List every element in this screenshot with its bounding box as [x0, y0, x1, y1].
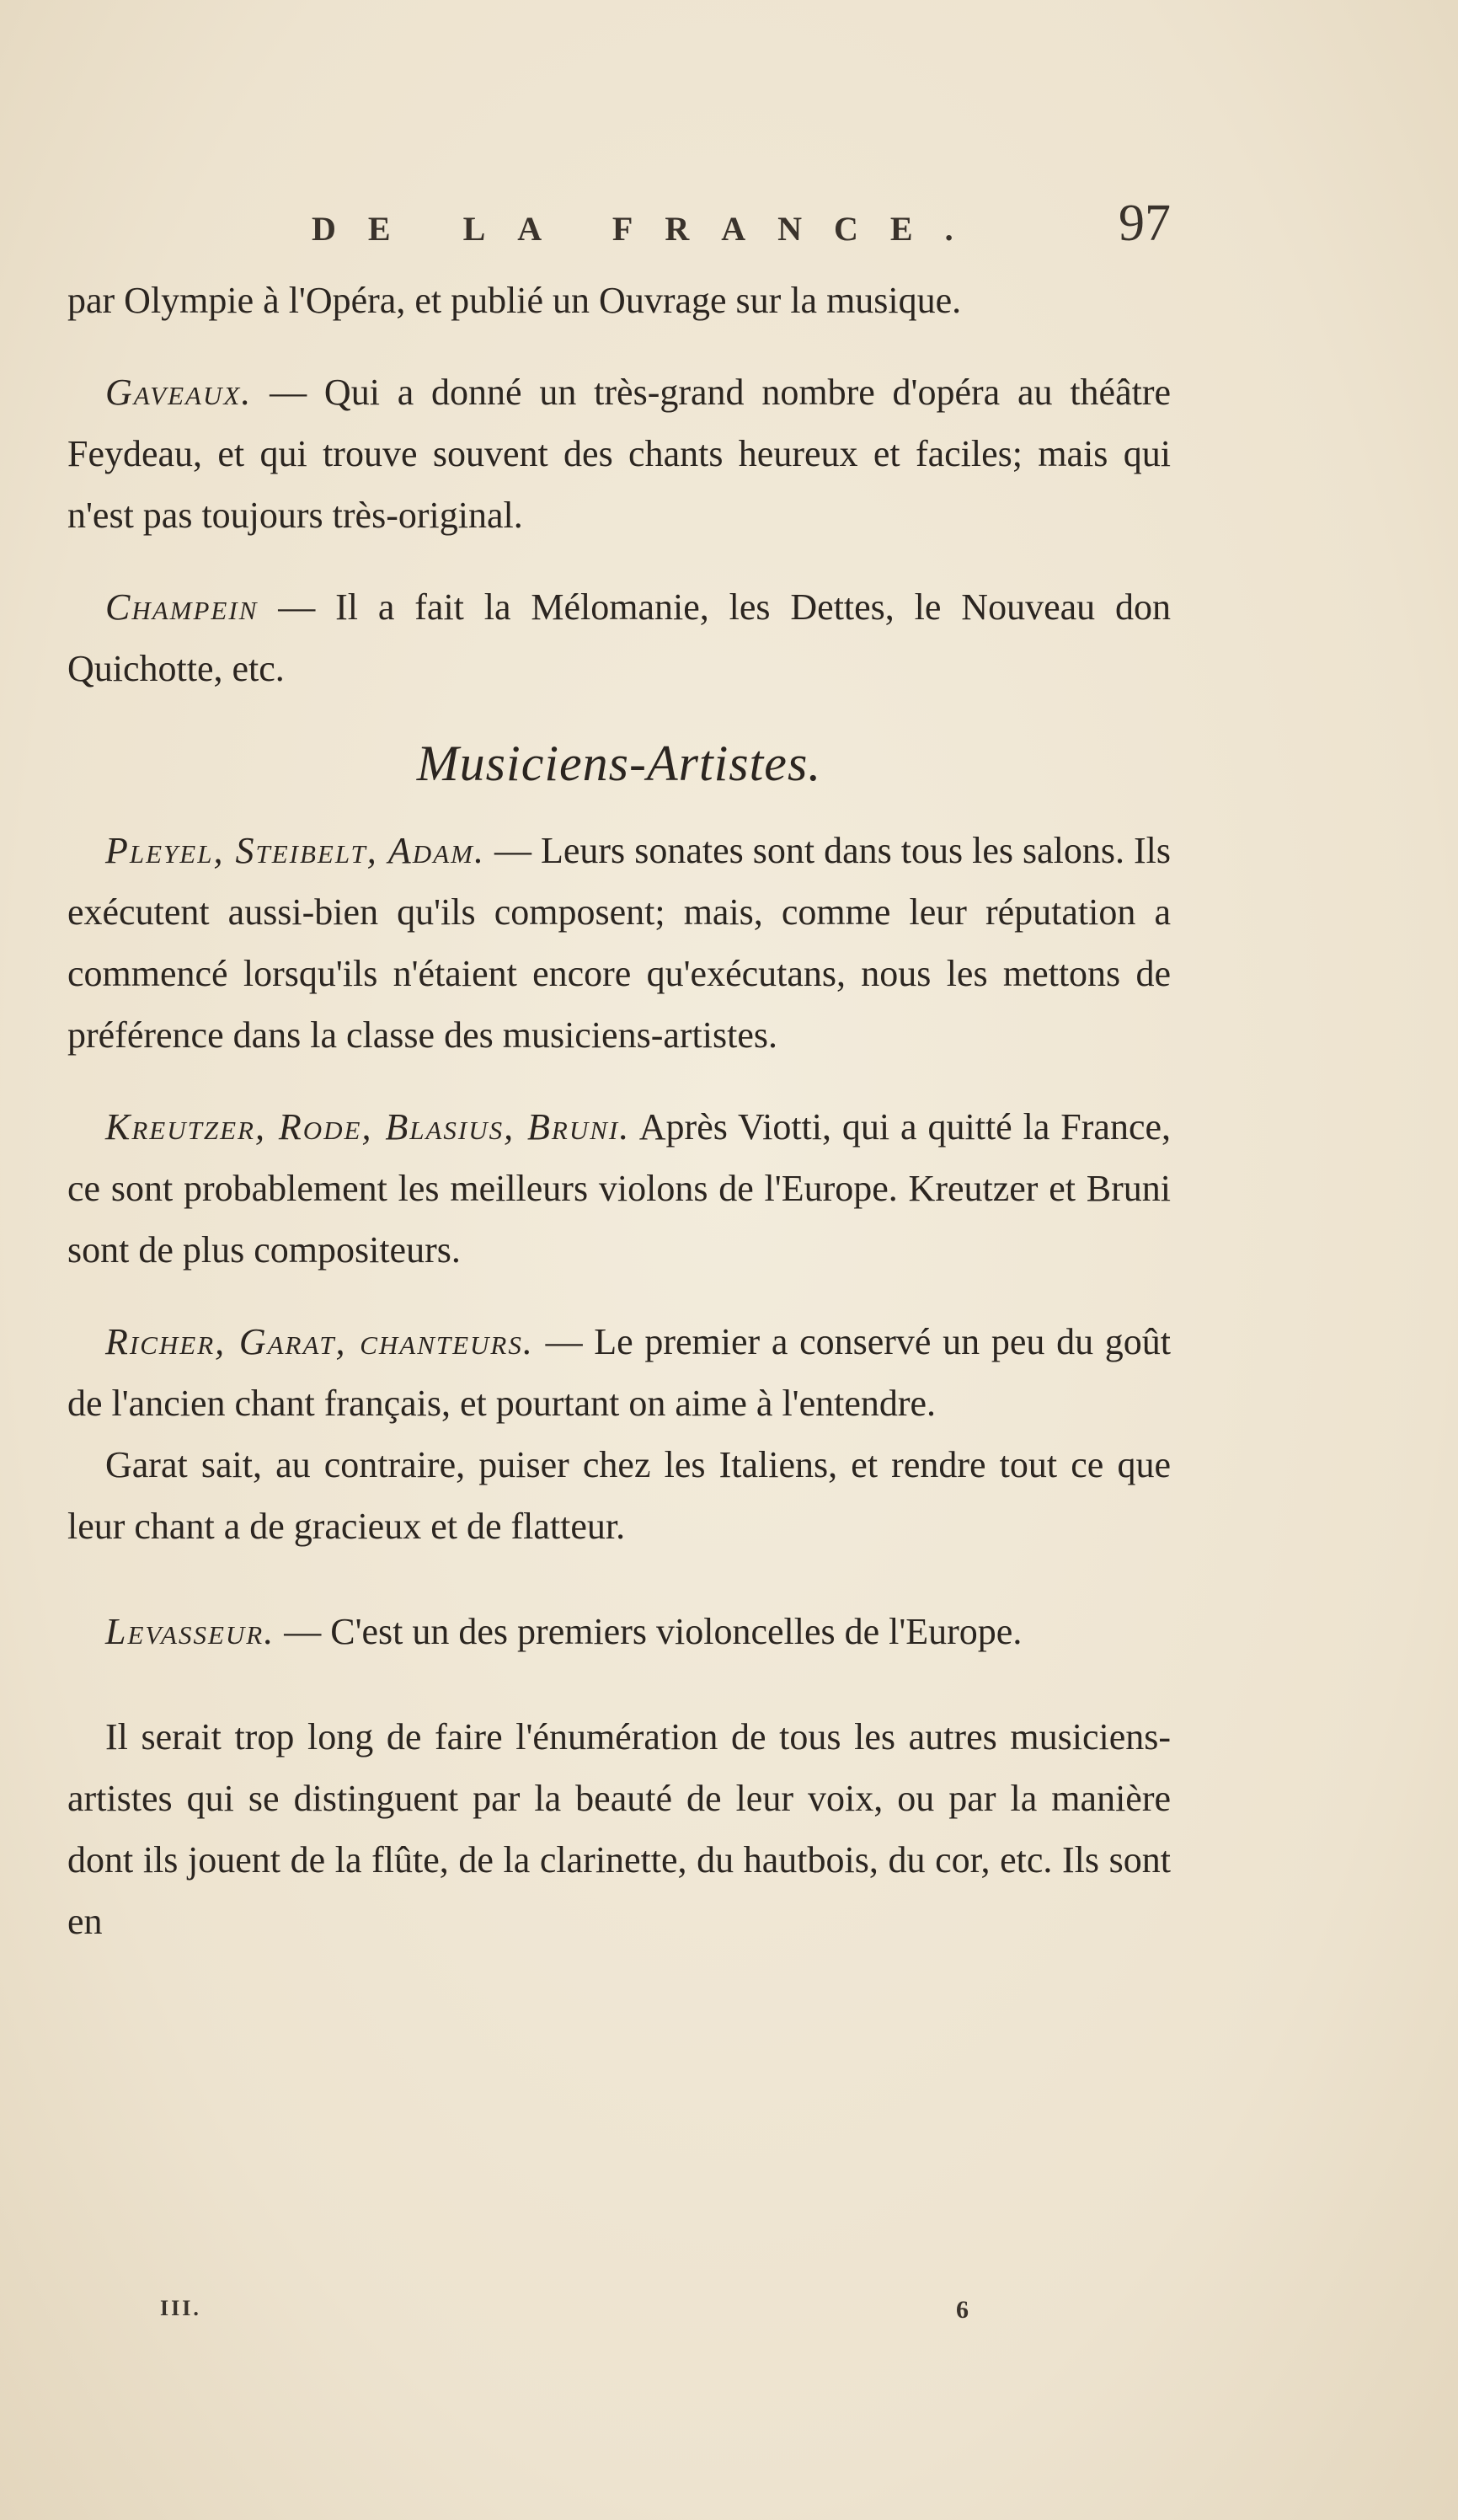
- entry-champein: [67, 576, 1171, 699]
- running-head: DE LA FRANCE.: [312, 210, 985, 248]
- entry-pleyel: [67, 820, 1171, 1066]
- signature-mark: III.: [160, 2296, 201, 2320]
- entry-name: Gaveaux.: [105, 372, 253, 413]
- closing-paragraph: [67, 1706, 1171, 1952]
- body-text: [67, 270, 1171, 1952]
- entry-name: Levasseur.: [105, 1611, 275, 1652]
- entry-text: Garat sait, au contraire, puiser chez les Italiens, et rendre tout ce que leur chant a de gracieux et de flatteur.: [67, 1444, 1171, 1547]
- entry-name: Pleyel, Steibelt, Adam.: [105, 830, 485, 871]
- entry-kreutzer: [67, 1096, 1171, 1281]
- entry-text: Qui a donné un très-grand nombre d'opéra au théâtre Feydeau, et qui trouve souvent des chants heureux et faciles; mais qui n'est pas toujours très-original.: [67, 372, 1172, 536]
- entry-text: C'est un des premiers violoncelles de l'Europe.: [330, 1611, 1023, 1652]
- entry-name: Kreutzer, Rode, Blasius, Bruni.: [105, 1106, 631, 1148]
- paragraph-continuation: [67, 270, 1171, 331]
- entry-garat: [67, 1434, 1171, 1557]
- entry-separator: [630, 1106, 639, 1148]
- entry-text: Le premier a conservé un peu du goût de l'ancien chant français, et pourtant on aime à l'entendre.: [67, 1321, 1171, 1424]
- section-title: Musiciens-Artistes.: [416, 736, 822, 791]
- entry-separator: —: [533, 1321, 595, 1362]
- entry-separator: —: [275, 1611, 331, 1652]
- entry-name: Richer, Garat, chanteurs.: [105, 1321, 534, 1362]
- entry-text: Il a fait la Mélomanie, les Dettes, le Nouveau don Quichotte, etc.: [67, 586, 1172, 689]
- entry-text: Après Viotti, qui a quitté la France, ce sont probablement les meilleurs violons de l'Europe. Kreutzer et Bruni sont de plus compositeurs.: [67, 1106, 1171, 1271]
- page-header: [118, 185, 1171, 270]
- entry-separator: —: [258, 586, 336, 628]
- entry-gaveaux: [67, 361, 1171, 546]
- entry-levasseur: [67, 1601, 1171, 1662]
- page-number: 97: [1119, 195, 1171, 252]
- entry-richer: [67, 1311, 1171, 1434]
- page-footer: [160, 2296, 1002, 2346]
- entry-text: Leurs sonates sont dans tous les salons. Ils exécutent aussi-bien qu'ils composent; mais, comme leur réputation a commencé lorsqu'ils n'étaient encore qu'exécutans, nous les mettons de préférence dans la classe des musiciens-artistes.: [67, 830, 1172, 1056]
- entry-text: Il serait trop long de faire l'énumération de tous les autres musiciens-artistes qui se distinguent par la beauté de leur voix, ou par la manière dont ils jouent de la flûte, de la clarinette, du hautbois, du cor, etc. Ils sont en: [67, 1716, 1171, 1942]
- entry-separator: —: [484, 830, 541, 871]
- entry-separator: —: [252, 372, 324, 413]
- entry-name: Champein: [105, 586, 259, 628]
- catchword: 6: [956, 2296, 969, 2324]
- paragraph-text: par Olympie à l'Opéra, et publié un Ouvrage sur la musique.: [67, 280, 962, 321]
